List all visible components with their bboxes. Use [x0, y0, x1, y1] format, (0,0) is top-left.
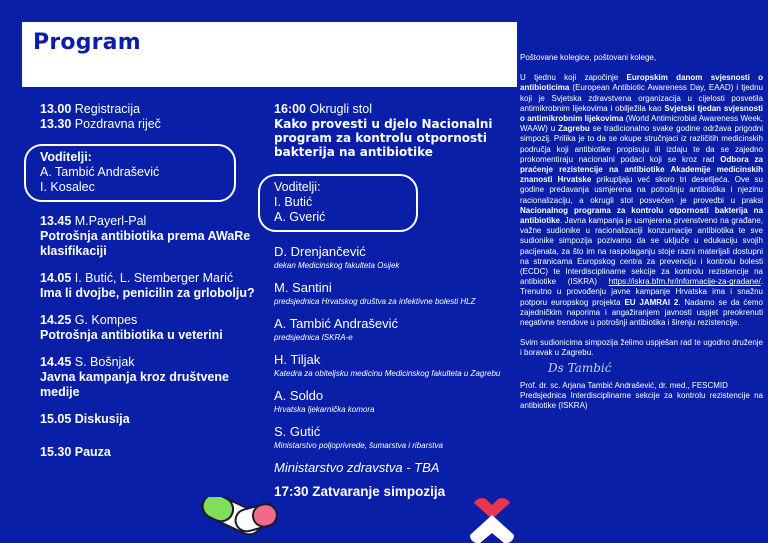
- panelist-name: H. Tiljak: [274, 351, 321, 367]
- panelist-role: Hrvatska ljekarnička komora: [274, 404, 375, 414]
- welcome-letter: [520, 53, 763, 412]
- moderators-label: Voditelji:: [274, 179, 321, 194]
- panelist-role: Katedra za obiteljsku medicinu Medicinskog fakulteta u Zagrebu: [274, 368, 501, 378]
- closing-item: 17:30 Zatvaranje simpozija: [274, 483, 446, 499]
- time: 13.00: [40, 102, 72, 116]
- emphasis: EU JAMRAI 2: [624, 297, 679, 307]
- text: (World Antimicrobial Awareness Week, WAAW) u: [520, 114, 764, 134]
- moderator-name: A. Gverić: [274, 209, 326, 224]
- talk-item: [40, 214, 260, 259]
- signature: Ds Tambić: [548, 360, 612, 375]
- signer-name: Prof. dr. sc. Arjana Tambić Andrašević, dr. med., FESCMID: [520, 380, 728, 390]
- talk-title: Javna kampanja kroz društvene medije: [40, 370, 229, 399]
- moderator-name: A. Tambić Andrašević: [40, 165, 160, 179]
- pills-icon: [195, 497, 280, 543]
- talk-item: [40, 313, 260, 343]
- moderators-box: [24, 144, 236, 202]
- panelist-name: M. Santini: [274, 279, 332, 295]
- emphasis: Nacionalnog programa za kontrolu otpornosti bakterija na antibiotike: [520, 205, 763, 226]
- panelist-role: predsjednica Hrvatskog društva za infektivne bolesti HLZ: [274, 296, 476, 306]
- panelist: [274, 424, 514, 451]
- panelist: [274, 280, 514, 307]
- emphasis: Odbora za praćenje rezistencije na antibiotike Akademije medicinskih znanosti Hrvatske: [520, 154, 763, 185]
- greeting: Poštovane kolegice, poštovani kolege,: [520, 53, 657, 62]
- time: 13.45: [40, 214, 72, 228]
- time: 14.25: [40, 313, 72, 327]
- time: 16:00: [274, 102, 306, 116]
- panelist: [274, 352, 514, 379]
- roundtable-title: Kako provesti u djelo Nacionalni program za kontrolu otpornosti bakterija na antibiotike: [274, 116, 493, 159]
- speaker: G. Kompes: [74, 313, 138, 327]
- closing-wishes: Svim sudionicima simpozija želimo uspješan rad te ugodno druženje i boravak u Zagrebu.: [520, 338, 763, 358]
- moderator-name: I. Kosalec: [40, 180, 95, 194]
- program-left-column: [40, 102, 260, 472]
- talk-title: Potrošnja antibiotika u veterini: [40, 328, 223, 342]
- roundtable: [274, 102, 514, 159]
- panelist-name: S. Gutić: [274, 423, 321, 439]
- emphasis: Svjetski tjedan svjesnosti o antimikrobnim lijekovima: [520, 103, 764, 124]
- text: U tjednu koji započinje: [520, 73, 627, 83]
- panelist: [274, 316, 514, 343]
- time: 14.45: [40, 355, 72, 369]
- signer-role: Predsjednica Interdisciplinarne sekcije za kontrolu rezistencije na antibiotike (ISKRA): [520, 391, 763, 411]
- text: (European Antibiotic Awareness Day, EAAD) i tjednu koji je Svjetska zdravstvena organizacija u cijelosti posvetila antimikrobnim lijekovima i obilježila kao: [520, 83, 763, 113]
- moderator-name: I. Butić: [274, 194, 313, 209]
- speaker: S. Bošnjak: [74, 355, 135, 369]
- page-title: Program: [33, 30, 141, 55]
- heart-cross-logo-icon: [466, 497, 518, 543]
- moderators-box: [258, 174, 418, 232]
- letter-body: [520, 73, 763, 328]
- panelist-name: D. Drenjančević: [274, 243, 366, 259]
- text: . Javna kampanja je usmjerena prvenstveno na građane, važne sudionike u racionalizaciji konzumacije antibiotika te sve sudionike simpozija pozivamo da se uključe u edukaciju svojih pacijenata, za što im na raspolaganju stoje razni materijali dostupni na stranicama Europskog centra za prevenciju i kontrolu bolesti (ECDC) te Interdisciplinarne sekcije za kontrolu rezistencije na antibiotike (ISKRA): [520, 216, 763, 287]
- item-text: Pozdravna riječ: [74, 117, 161, 131]
- talk-title: Ima li dvojbe, penicilin za grlobolju?: [40, 286, 255, 300]
- talk-title: Potrošnja antibiotika prema AWaRe klasifikaciji: [40, 229, 251, 258]
- iskra-link[interactable]: https://iskra.bfm.hr/informacije-za-gradane/: [608, 277, 761, 287]
- text: . Nadamo se da ćemo zajedničkim naporima i angažiranjem javnosti uspjet preokrenuti negativne trendove u potrošnji antibiotika i širenju rezistencije.: [520, 297, 763, 328]
- time: 13.30: [40, 117, 72, 131]
- speaker: I. Butić, L. Stemberger Marić: [74, 271, 234, 285]
- panelist-role: Ministarstvo poljoprivrede, šumarstva i ribarstva: [274, 440, 443, 450]
- time: 14.05: [40, 271, 72, 285]
- panelist-name: A. Tambić Andrašević: [274, 315, 399, 331]
- moderators-label: Voditelji:: [40, 150, 92, 164]
- text: prikupljaju već skoro tri desetljeća. Ove su godine predavanja usmjerena na potrošnju antibiotika i njezinu racionalizaciju, a okrugli stol posvećen je provedbi u praksi: [520, 175, 764, 205]
- panelist-name: A. Soldo: [274, 387, 324, 403]
- schedule-intro: [40, 102, 260, 132]
- item-text: Registracija: [74, 102, 141, 116]
- talk-item: [40, 355, 260, 400]
- break-item: 15.30 Pauza: [40, 445, 111, 459]
- panelist-role: dekan Medicinskog fakulteta Osijek: [274, 260, 400, 270]
- emphasis: Europskim danom svjesnosti o antibioticima: [520, 73, 763, 93]
- ministry-tba: Ministarstvo zdravstva - TBA: [274, 459, 440, 475]
- program-middle-column: [274, 102, 514, 499]
- discussion-item: 15.05 Diskusija: [40, 412, 130, 426]
- speaker: M.Payerl-Pal: [74, 214, 147, 228]
- panelist: [274, 388, 514, 415]
- roundtable-label: Okrugli stol: [309, 102, 372, 116]
- panelist: [274, 244, 514, 271]
- panelist-role: predsjednica ISKRA-e: [274, 332, 353, 342]
- text: se tradicionalno svake godine održava prigodni simpozij. Prilika je to da se okupe stručnjaci iz različitih medicinskih područja koji antibiotike propisuju ili izdaju te da se zajedno prokomentiraju nacionalni podaci koji se kroz rad: [520, 124, 763, 164]
- text: . Trenutno u provođenju javne kampanje Hrvatska ima i snažnu potporu europskog projekta: [520, 277, 763, 307]
- talk-item: [40, 271, 260, 301]
- emphasis: Zagrebu: [558, 124, 590, 134]
